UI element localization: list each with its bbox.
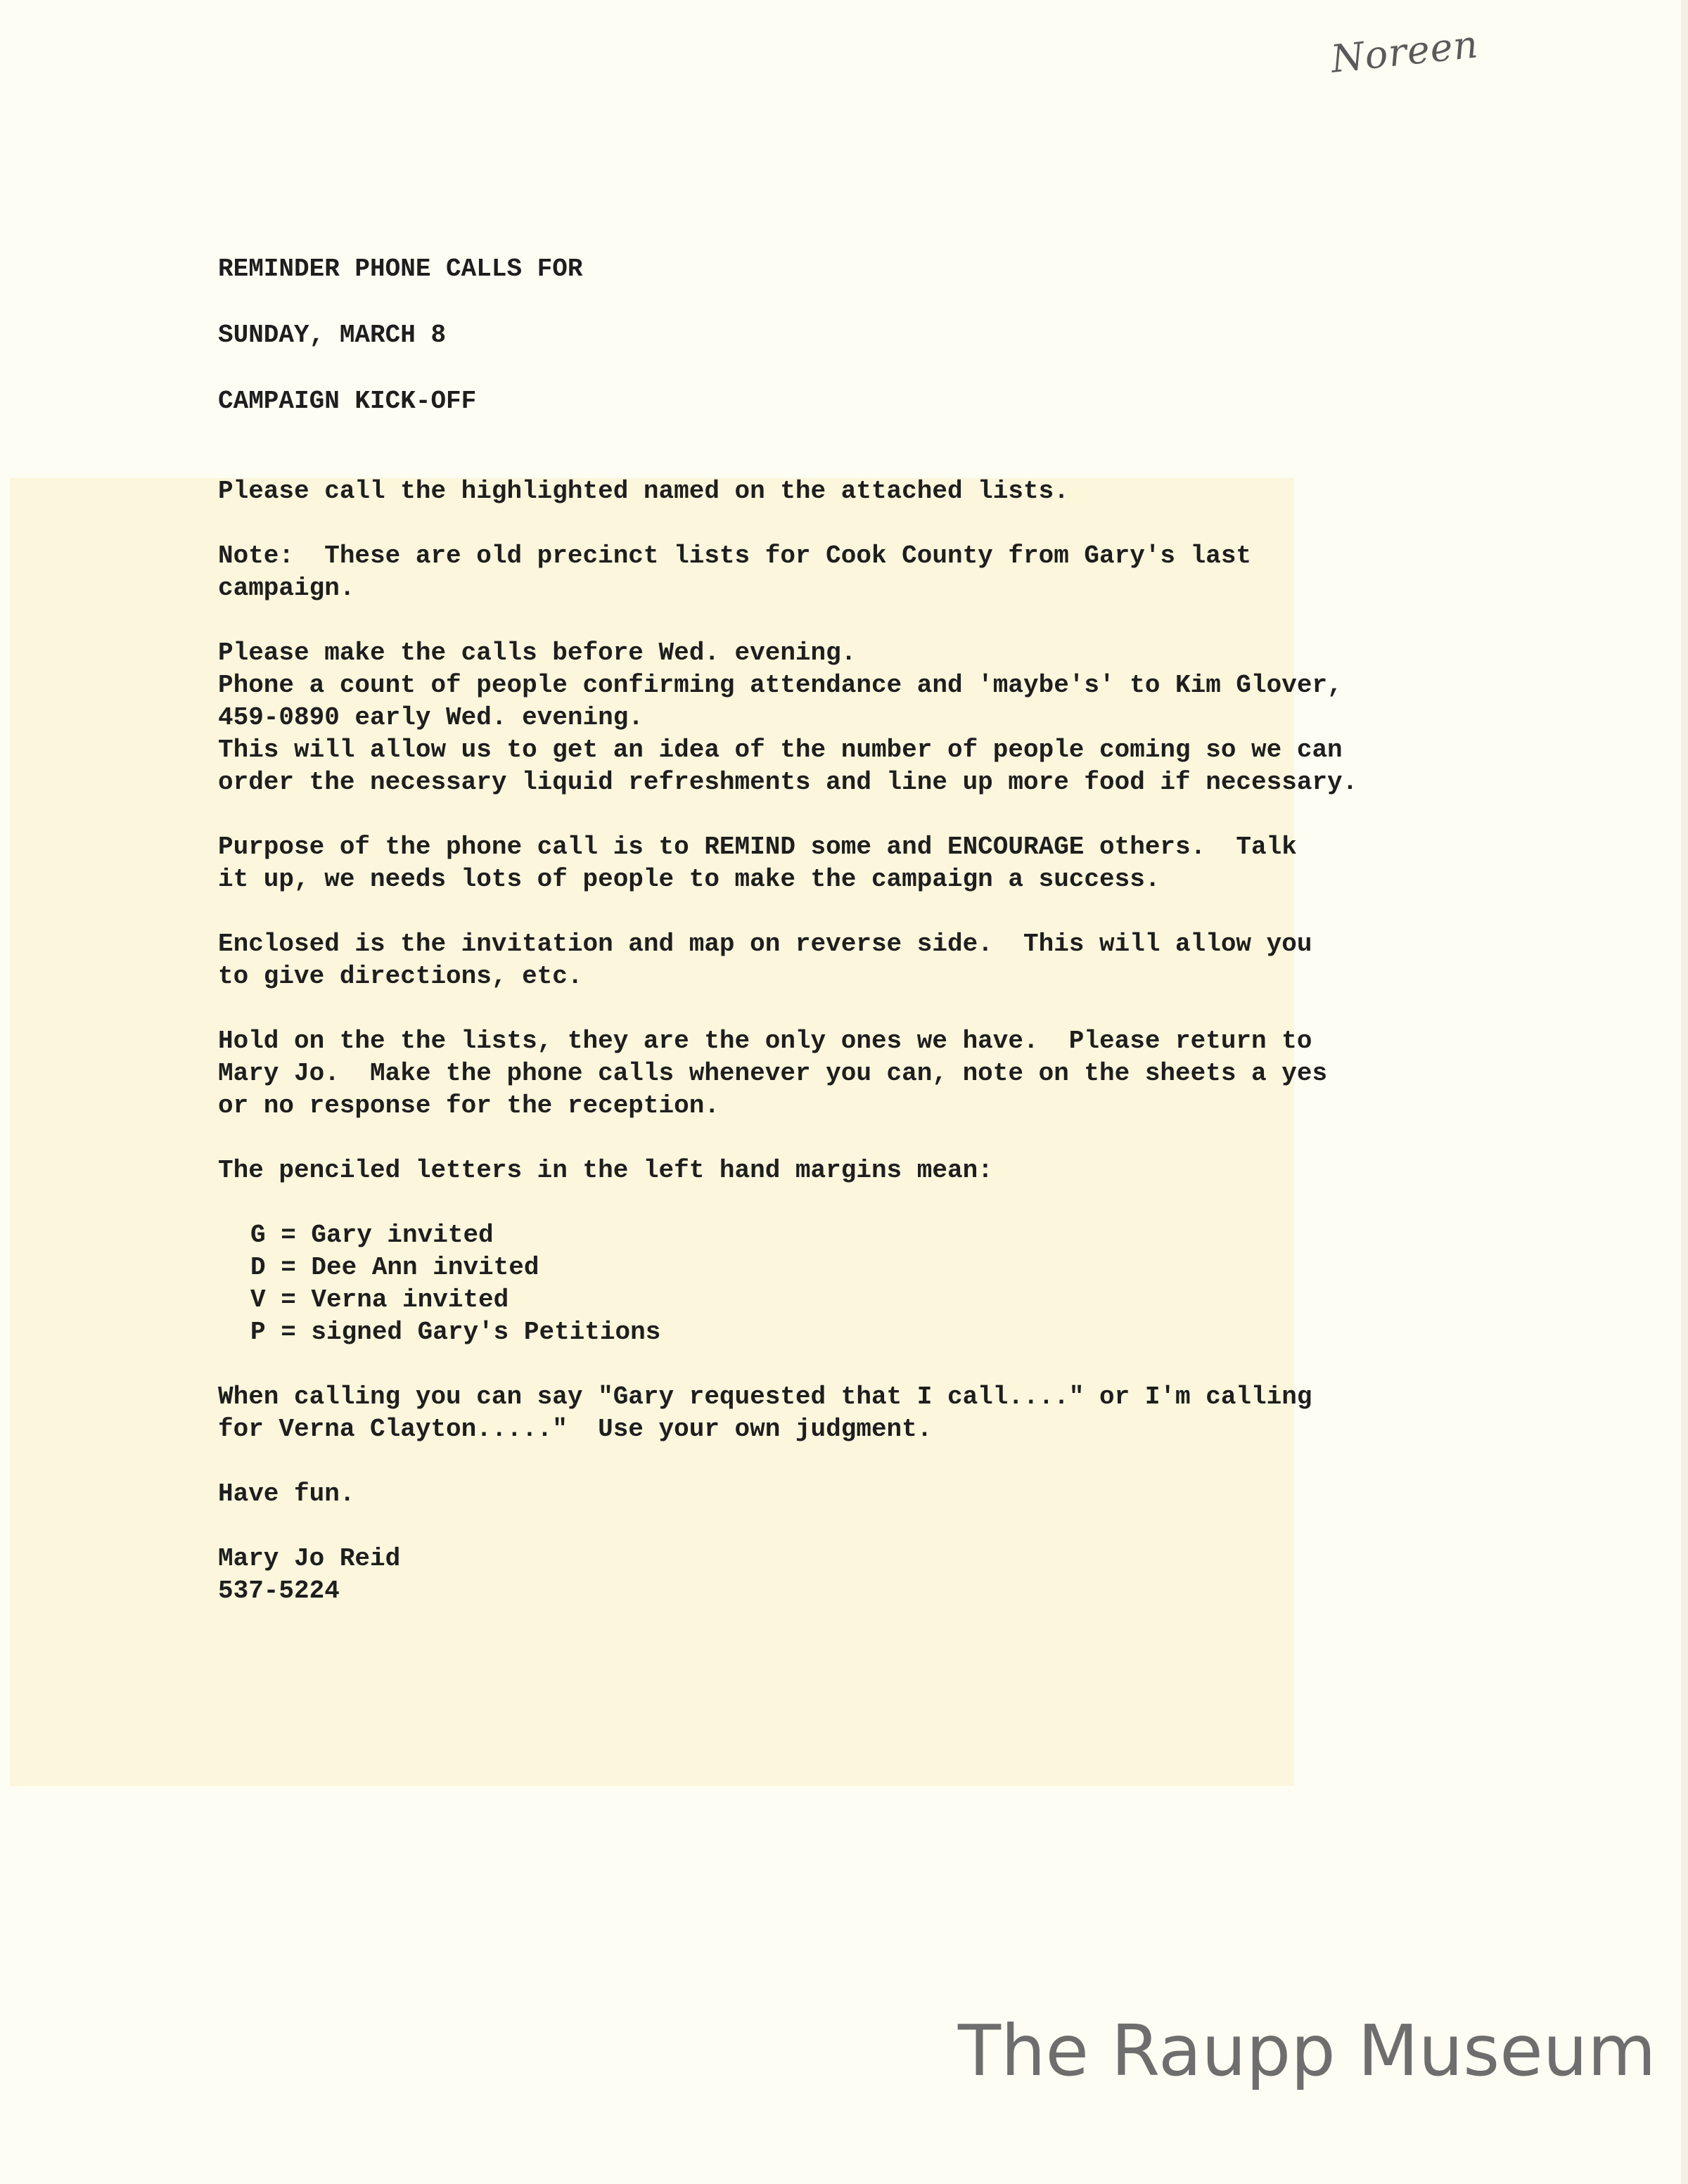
paragraph-hold-lists: [218, 1025, 1484, 1122]
text-line: Please make the calls before Wed. evening.: [218, 638, 857, 667]
paragraph-call-instruction: [218, 475, 1484, 508]
paragraph-enclosed: [218, 928, 1484, 993]
margin-letter-legend: [250, 1219, 1484, 1349]
handwritten-annotation: Noreen: [1329, 22, 1481, 82]
text-line: campaign.: [218, 574, 355, 603]
signature-block: [218, 1543, 1484, 1607]
heading-line-3: CAMPAIGN KICK-OFF: [218, 387, 477, 416]
text-line: order the necessary liquid refreshments and line up more food if necessary.: [218, 768, 1358, 797]
museum-watermark: The Raupp Museum: [958, 2010, 1656, 2092]
text-line: When calling you can say "Gary requested that I call...." or I'm calling: [218, 1382, 1312, 1411]
paragraph-calling-script: [218, 1381, 1484, 1446]
legend-item-v: V = Verna invited: [250, 1285, 509, 1314]
text-line: or no response for the reception.: [218, 1091, 720, 1120]
text-line: Phone a count of people confirming attendance and 'maybe's' to Kim Glover,: [218, 671, 1343, 700]
paragraph-closing: [218, 1478, 1484, 1510]
paragraph-purpose: [218, 831, 1484, 896]
text-line: 459-0890 early Wed. evening.: [218, 703, 644, 732]
signature-phone: 537-5224: [218, 1576, 340, 1605]
text-line: for Verna Clayton....." Use your own judgment.: [218, 1415, 933, 1444]
legend-item-d: D = Dee Ann invited: [250, 1253, 539, 1282]
paper-edge: [1681, 0, 1688, 2184]
heading-line-1: REMINDER PHONE CALLS FOR: [218, 255, 583, 283]
text-line: Enclosed is the invitation and map on reverse side. This will allow you: [218, 930, 1312, 958]
text-line: Mary Jo. Make the phone calls whenever you can, note on the sheets a yes: [218, 1059, 1328, 1088]
text-line: The penciled letters in the left hand margins mean:: [218, 1156, 993, 1185]
text-line: Purpose of the phone call is to REMIND some and ENCOURAGE others. Talk: [218, 833, 1297, 861]
text-line: to give directions, etc.: [218, 962, 583, 991]
signature-name: Mary Jo Reid: [218, 1544, 401, 1573]
memo-body: [218, 253, 1484, 1607]
heading-line-2: SUNDAY, MARCH 8: [218, 321, 447, 349]
paragraph-deadline: [218, 637, 1484, 799]
text-line: Have fun.: [218, 1479, 355, 1508]
paragraph-note: [218, 540, 1484, 605]
legend-item-p: P = signed Gary's Petitions: [250, 1318, 661, 1347]
text-line: it up, we needs lots of people to make the campaign a success.: [218, 865, 1160, 894]
text-line: This will allow us to get an idea of the number of people coming so we can: [218, 736, 1343, 764]
paragraph-legend-intro: [218, 1155, 1484, 1187]
legend-item-g: G = Gary invited: [250, 1221, 494, 1250]
text-line: Hold on the the lists, they are the only ones we have. Please return to: [218, 1027, 1312, 1055]
text-line: Please call the highlighted named on the attached lists.: [218, 477, 1069, 506]
text-line: Note: These are old precinct lists for Cook County from Gary's last: [218, 541, 1252, 570]
